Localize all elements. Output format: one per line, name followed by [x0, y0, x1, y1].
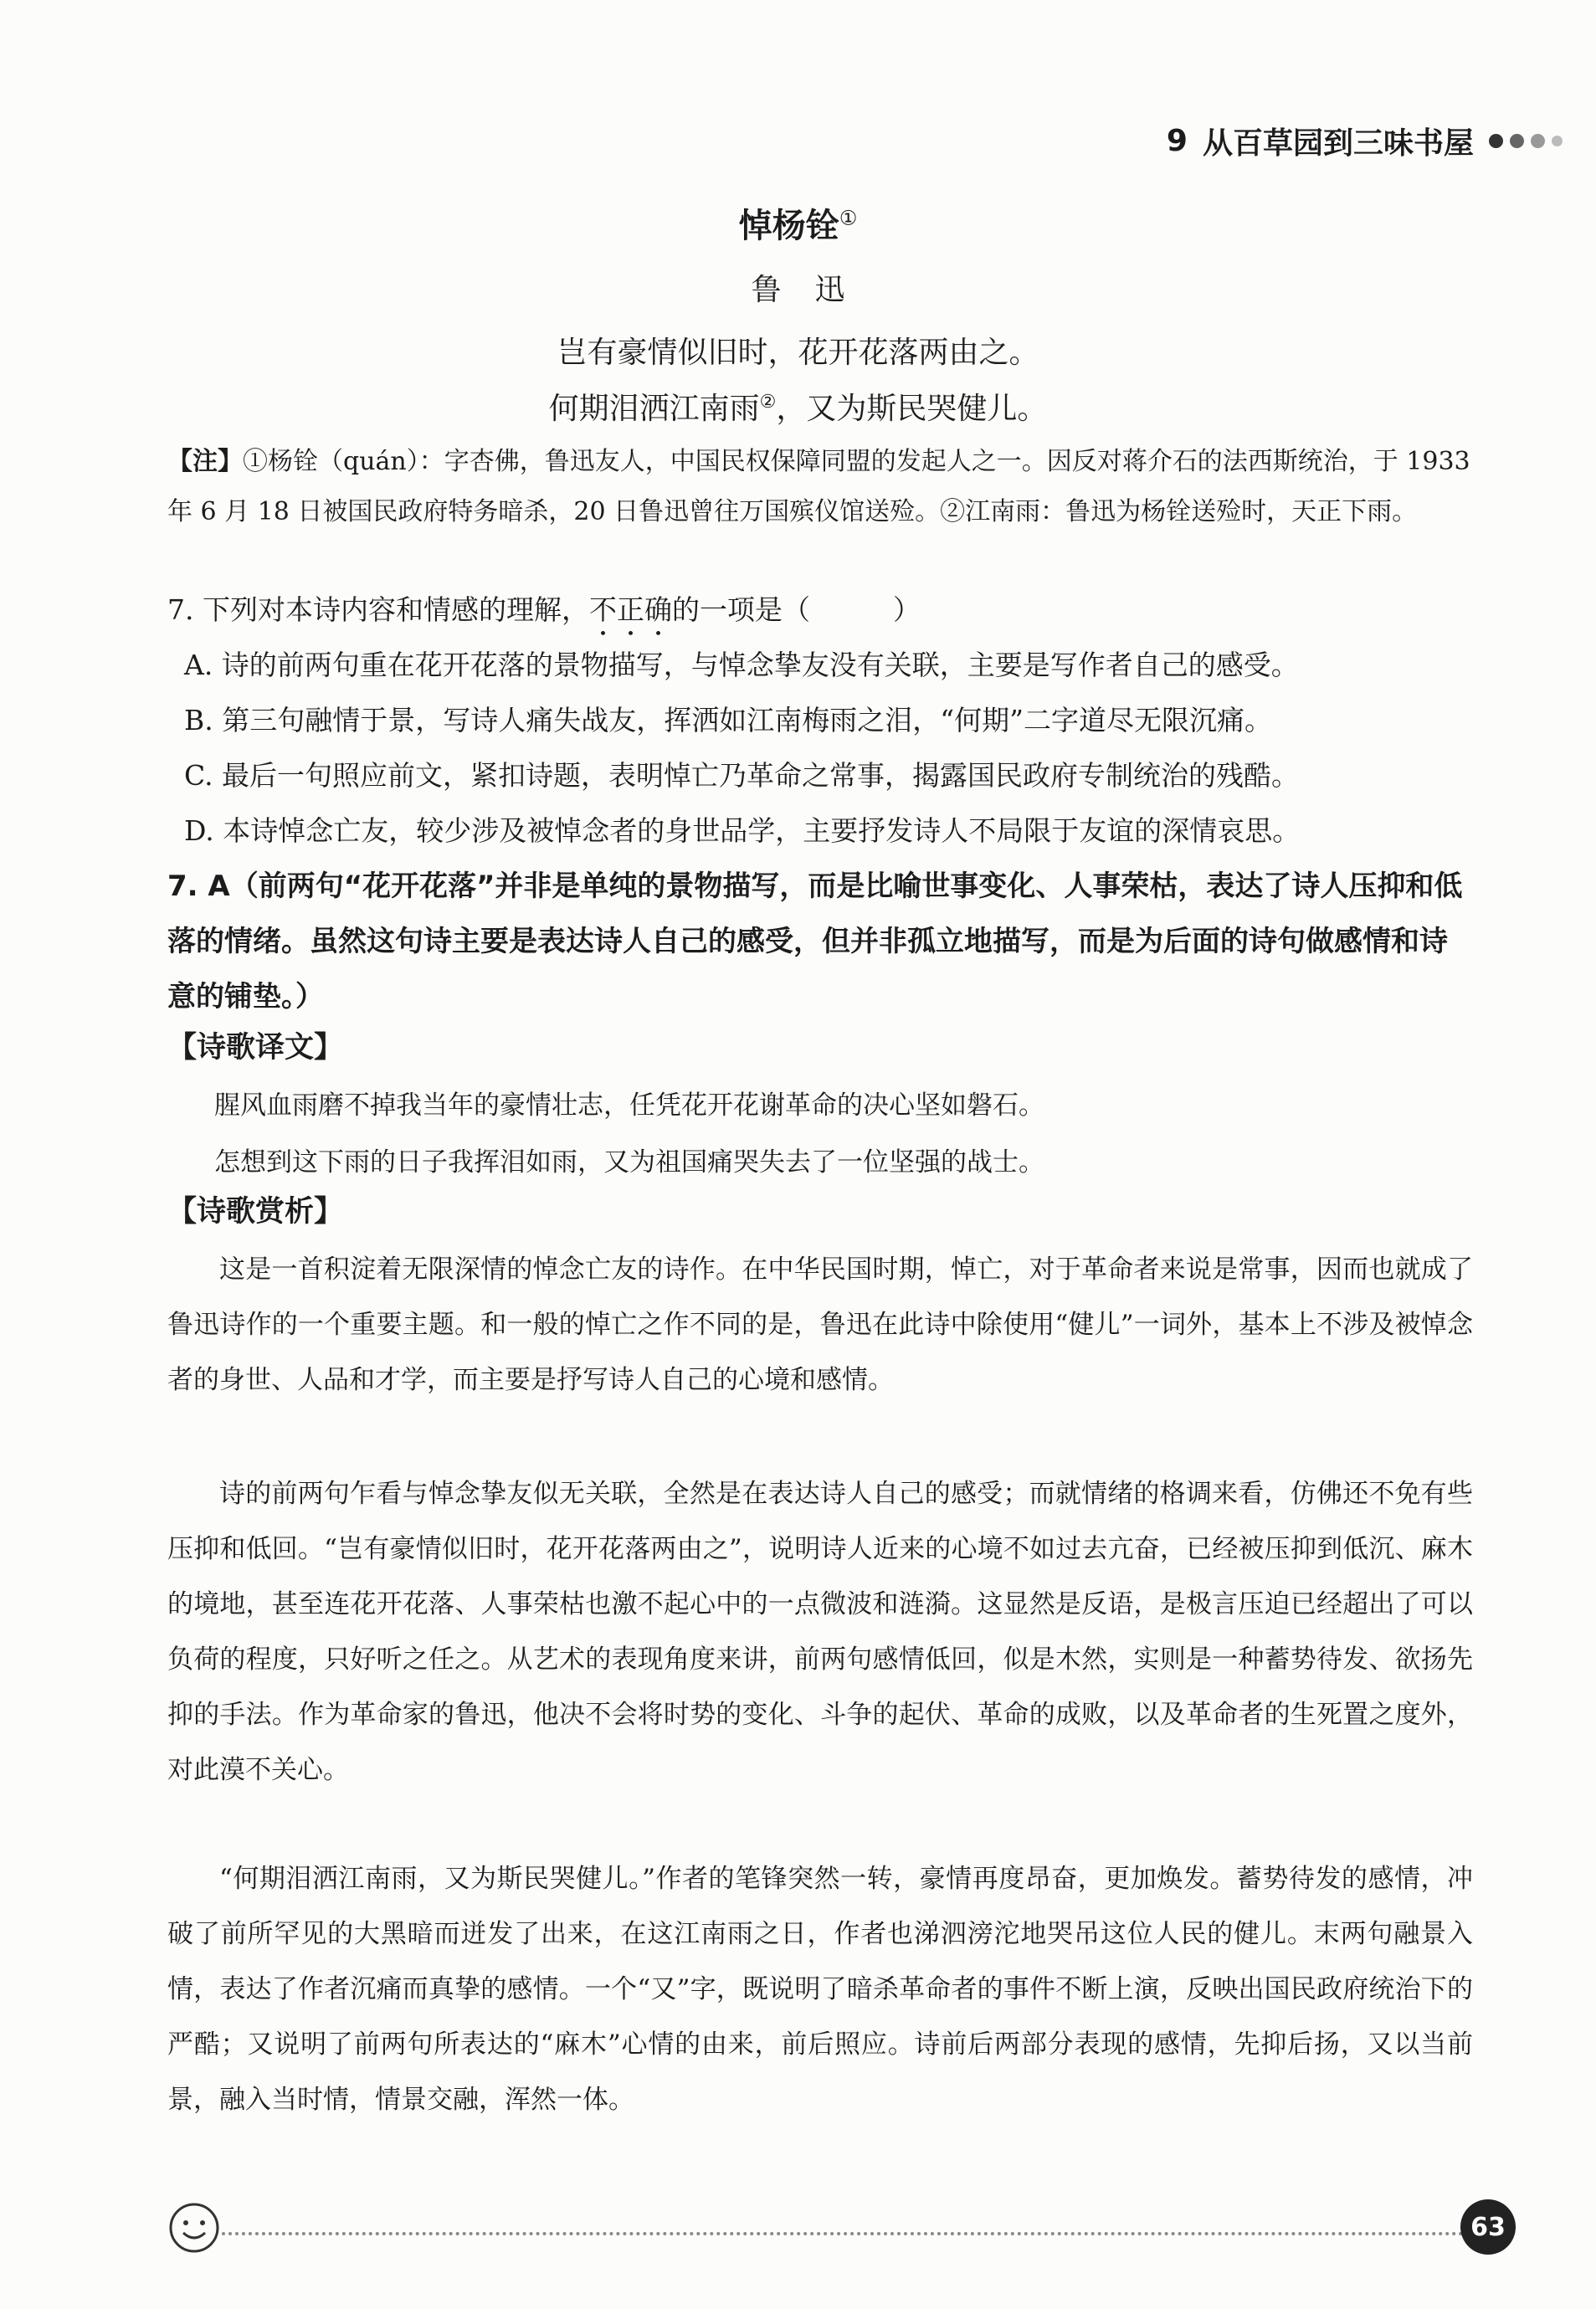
- poem-line-2: 何期泪洒江南雨②，又为斯民哭健儿。: [548, 392, 1048, 426]
- analysis-paragraph-3: “何期泪洒江南雨，又为斯民哭健儿。”作者的笔锋突然一转，豪情再度昂奋，更加焕发。蓄势待发的感情，冲破了前所罕见的大黑暗而迸发了出来，在这江南雨之日，作者也涕泗滂沱地哭吊这位人民的健儿。末两句融景入情，表达了作者沉痛而真挚的感情。一个“又”字，既说明了暗杀革命者的事件不断上演，反映出国民政府统治下的严酷；又说明了前两句所表达的“麻木”心情的由来，前后照应。诗前后两部分表现的感情，先抑后扬，又以当前景，融入当时情，情景交融，浑然一体。: [167, 1864, 1473, 2115]
- header-dots: [1489, 134, 1563, 148]
- note-text: ①杨铨（quán）：字杏佛，鲁迅友人，中国民权保障同盟的发起人之一。因反对蒋介石的法西斯统治，于 1933 年 6 月 18 日被国民政府特务暗杀，20 日鲁迅曾往万国殡仪馆送殓。②江南雨：鲁迅为杨铨送殓时，天正下雨。: [167, 447, 1470, 526]
- page-number: 63: [1460, 2199, 1516, 2255]
- answer-explanation: 7. A（前两句“花开花落”并非是单纯的景物描写，而是比喻世事变化、人事荣枯，表达了诗人压抑和低落的情绪。虽然这句诗主要是表达诗人自己的感受，但并非孤立地描写，而是为后面的诗句做感情和诗意的铺垫。）: [167, 870, 1463, 1013]
- chapter-number: 9: [1166, 123, 1188, 158]
- analysis-heading: 【诗歌赏析】: [167, 1195, 344, 1229]
- smiley-icon: [167, 2201, 221, 2255]
- emphasis-text: 不正确: [588, 593, 672, 626]
- dot-icon: [1510, 134, 1524, 148]
- option-d: D. 本诗悼念亡友，较少涉及被悼念者的身世品学，主要抒发诗人不局限于友谊的深情哀思。: [184, 814, 1301, 847]
- analysis-paragraph-2: 诗的前两句乍看与悼念挚友似无关联，全然是在表达诗人自己的感受；而就情绪的格调来看，仿佛还不免有些压抑和低回。“岂有豪情似旧时，花开花落两由之”，说明诗人近来的心境不如过去亢奋，已经被压抑到低沉、麻木的境地，甚至连花开花落、人事荣枯也激不起心中的一点微波和涟漪。这显然是反语，是极言压迫已经超出了可以负荷的程度，只好听之任之。从艺术的表现角度来讲，前两句感情低回，似是木然，实则是一种蓄势待发、欲扬先抑的手法。作为革命家的鲁迅，他决不会将时势的变化、斗争的起伏、革命的成败，以及革命者的生死置之度外，对此漠不关心。: [167, 1479, 1473, 1785]
- option-b: B. 第三句融情于景，写诗人痛失战友，挥洒如江南梅雨之泪，“何期”二字道尽无限沉痛。: [184, 704, 1272, 736]
- poem-line-1: 岂有豪情似旧时，花开花落两由之。: [557, 336, 1039, 370]
- translation-line-1: 腥风血雨磨不掉我当年的豪情壮志，任凭花开花谢革命的决心坚如磐石。: [214, 1090, 1044, 1121]
- option-c: C. 最后一句照应前文，紧扣诗题，表明悼亡乃革命之常事，揭露国民政府专制统治的残酷。: [184, 759, 1300, 792]
- translation-heading: 【诗歌译文】: [167, 1031, 344, 1065]
- dot-icon: [1531, 134, 1545, 148]
- poem-author: 鲁迅: [751, 273, 879, 307]
- page-header: [1167, 115, 1563, 166]
- question-stem: 7. 下列对本诗内容和情感的理解，不正确的一项是（ ）: [167, 593, 921, 626]
- footnote-marker: ①: [839, 206, 858, 230]
- footer-divider: [222, 2232, 1477, 2235]
- note-label: 【注】: [167, 447, 243, 476]
- footnote-marker: ②: [759, 392, 777, 413]
- analysis-paragraph-1: 这是一首积淀着无限深情的悼念亡友的诗作。在中华民国时期，悼亡，对于革命者来说是常事，因而也就成了鲁迅诗作的一个重要主题。和一般的悼亡之作不同的是，鲁迅在此诗中除使用“健儿”一词外，基本上不涉及被悼念者的身世、人品和才学，而主要是抒写诗人自己的心境和感情。: [167, 1255, 1473, 1395]
- dot-icon: [1489, 134, 1503, 148]
- chapter-title: 从百草园到三味书屋: [1202, 126, 1474, 161]
- dot-icon: [1552, 136, 1563, 146]
- option-a: A. 诗的前两句重在花开花落的景物描写，与悼念挚友没有关联，主要是写作者自己的感受。: [184, 649, 1299, 681]
- translation-line-2: 怎想到这下雨的日子我挥泪如雨，又为祖国痛哭失去了一位坚强的战士。: [214, 1147, 1044, 1178]
- poem-title: 悼杨铨①: [738, 206, 858, 245]
- poem-note: [167, 437, 1473, 537]
